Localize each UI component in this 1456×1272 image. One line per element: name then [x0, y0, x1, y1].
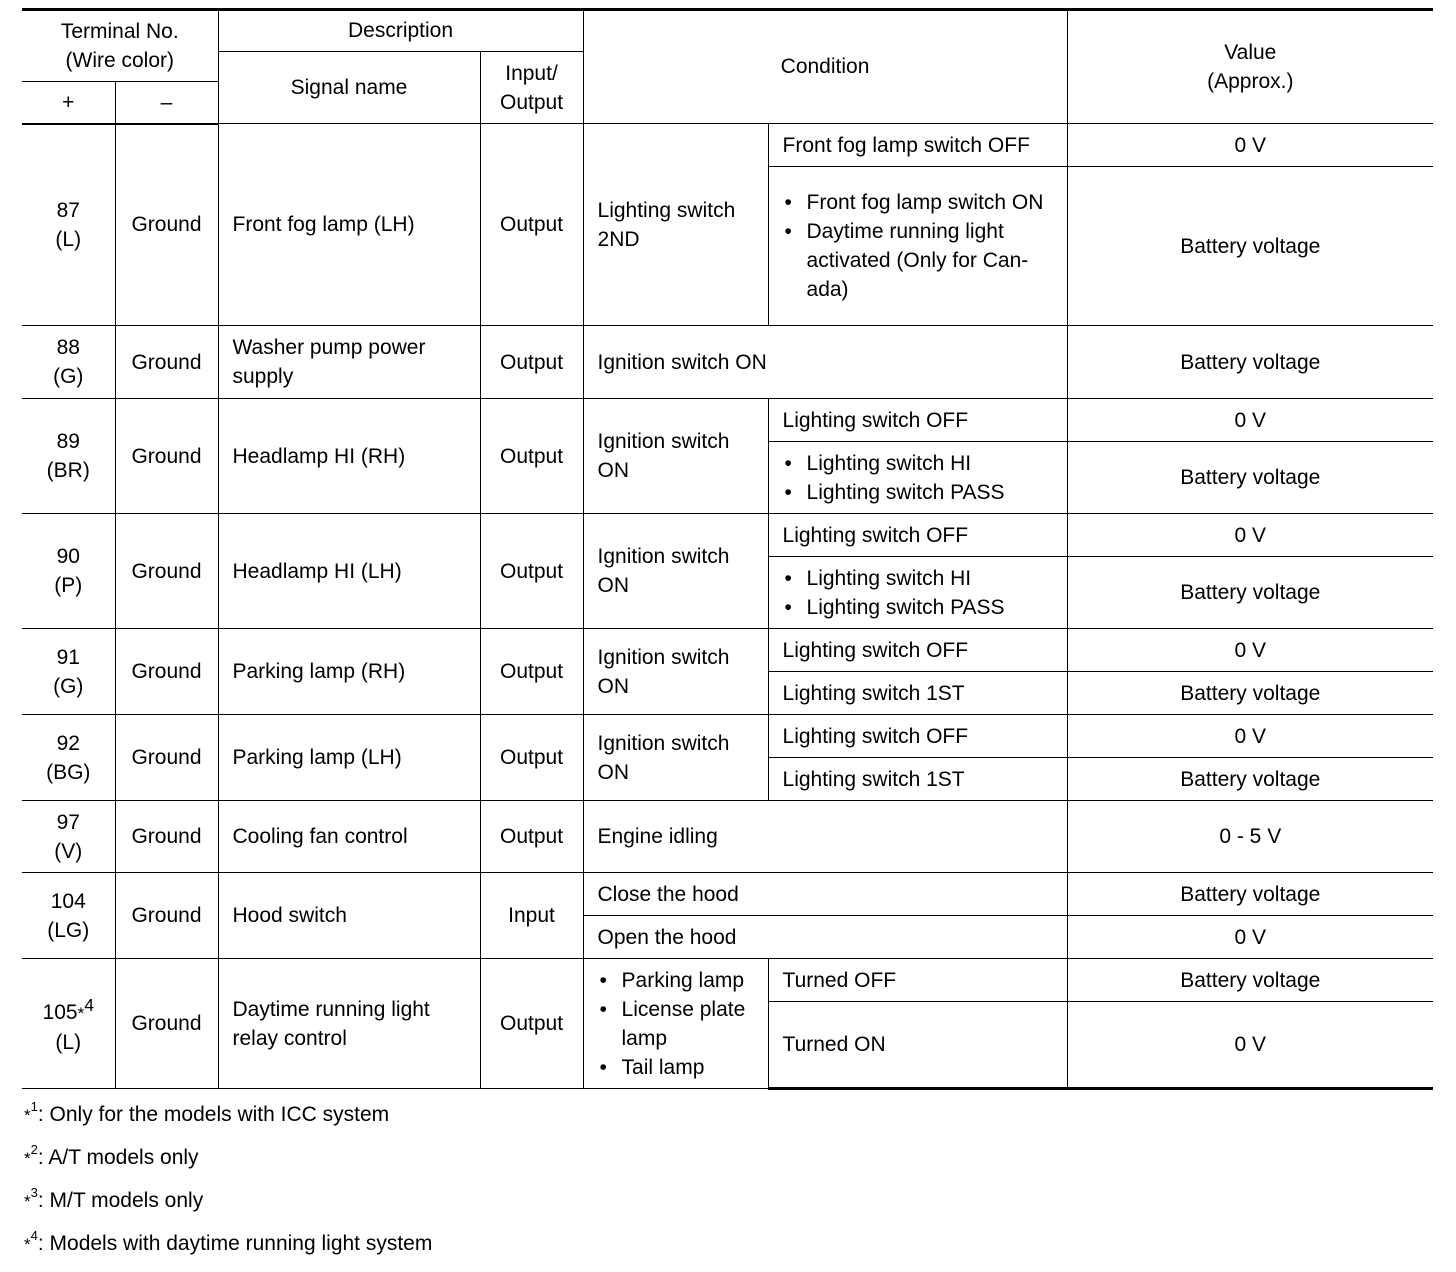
- table-row: [22, 124, 1433, 167]
- ground-cell: Ground: [115, 399, 218, 514]
- footnote-mark: *: [24, 1235, 31, 1254]
- sub-condition: Turned ON: [768, 1002, 1067, 1089]
- io-cell: Output: [480, 629, 583, 715]
- bullet-item: • Lighting switch PASS: [783, 478, 1053, 507]
- footnotes: [24, 1100, 432, 1272]
- header-value: [1067, 10, 1433, 124]
- bullet-item: • Tail lamp: [598, 1053, 768, 1082]
- terminal-num: 88: [56, 336, 80, 359]
- bullet-item: • Daytime running light activated (Only for Can-ada): [783, 217, 1053, 304]
- value-cell: 0 - 5 V: [1067, 801, 1433, 873]
- footnote-ref: 4: [84, 994, 94, 1015]
- io-cell: Output: [480, 326, 583, 399]
- bullet-item: • Parking lamp: [598, 966, 768, 995]
- table-row: [22, 959, 1433, 1002]
- sub-condition: Lighting switch 1ST: [768, 758, 1067, 801]
- sub-condition: Lighting switch OFF: [768, 514, 1067, 557]
- ground-cell: Ground: [115, 801, 218, 873]
- value-cell: Battery voltage: [1067, 557, 1433, 629]
- wire-color: (BR): [46, 459, 90, 482]
- value-cell: Battery voltage: [1067, 672, 1433, 715]
- value-cell: 0 V: [1067, 399, 1433, 442]
- io-cell: Output: [480, 715, 583, 801]
- ground-cell: Ground: [115, 959, 218, 1089]
- footnote-mark: *: [24, 1106, 31, 1125]
- sub-condition: Lighting switch 1ST: [768, 672, 1067, 715]
- table-row: [22, 715, 1433, 758]
- condition-cell: Ignition switch ON: [583, 629, 768, 715]
- ground-cell: Ground: [115, 514, 218, 629]
- bullet-item: • Lighting switch HI: [783, 449, 1053, 478]
- header-io: [480, 52, 583, 124]
- condition-cell: Ignition switch ON: [583, 514, 768, 629]
- io-cell: Output: [480, 801, 583, 873]
- header-terminal-label: Terminal No.: [60, 19, 179, 43]
- terminal-number: [22, 629, 115, 715]
- bullet-item: • Lighting switch HI: [783, 564, 1053, 593]
- ground-cell: Ground: [115, 124, 218, 326]
- value-cell: 0 V: [1067, 916, 1433, 959]
- io-cell: Input: [480, 873, 583, 959]
- condition-cell: Engine idling: [583, 801, 1067, 873]
- footnote-text: : A/T models only: [37, 1146, 199, 1169]
- terminal-num: 90: [56, 545, 80, 568]
- wire-color: (P): [54, 574, 83, 597]
- header-description: Description: [218, 10, 583, 52]
- footnote-num: 2: [30, 1142, 38, 1157]
- sub-condition: [768, 557, 1067, 629]
- terminal-num: 89: [56, 430, 80, 453]
- header-value-label: Value: [1224, 40, 1277, 64]
- condition-cell: Lighting switch 2ND: [583, 124, 768, 326]
- io-cell: Output: [480, 124, 583, 326]
- condition-cell: [583, 959, 768, 1089]
- value-cell: 0 V: [1067, 514, 1433, 557]
- terminal-num: 97: [56, 810, 80, 834]
- terminal-num: 87: [56, 198, 80, 222]
- value-cell: Battery voltage: [1067, 442, 1433, 514]
- condition-cell: Close the hood: [583, 873, 1067, 916]
- footnote-text: : M/T models only: [37, 1189, 204, 1212]
- terminal-num: [26, 991, 111, 1028]
- footnote: [24, 1100, 432, 1143]
- sub-condition: Lighting switch OFF: [768, 629, 1067, 672]
- header-terminal: [22, 10, 218, 82]
- sub-condition: Lighting switch OFF: [768, 715, 1067, 758]
- signal-name: Hood switch: [218, 873, 480, 959]
- signal-name: Front fog lamp (LH): [218, 124, 480, 326]
- table-row: [22, 873, 1433, 916]
- terminal-spec-table: [22, 9, 1433, 1090]
- value-cell: Battery voltage: [1067, 758, 1433, 801]
- signal-name: Cooling fan control: [218, 801, 480, 873]
- value-cell: 0 V: [1067, 124, 1433, 167]
- terminal-number: [22, 801, 115, 873]
- terminal-number: [22, 399, 115, 514]
- value-cell: 0 V: [1067, 629, 1433, 672]
- signal-name: Parking lamp (LH): [218, 715, 480, 801]
- condition-cell: Ignition switch ON: [583, 399, 768, 514]
- footnote: [24, 1143, 432, 1186]
- terminal-num: 104: [50, 889, 86, 913]
- signal-name: Parking lamp (RH): [218, 629, 480, 715]
- header-minus: –: [115, 82, 218, 124]
- terminal-number: [22, 124, 115, 326]
- ground-cell: Ground: [115, 715, 218, 801]
- table-row: [22, 326, 1433, 399]
- table-row: [22, 629, 1433, 672]
- footnote-mark: *: [77, 1003, 85, 1023]
- value-cell: Battery voltage: [1067, 873, 1433, 916]
- terminal-num: 92: [56, 731, 80, 755]
- condition-cell: Open the hood: [583, 916, 1067, 959]
- signal-name: Daytime running light relay control: [218, 959, 480, 1089]
- footnote-mark: *: [24, 1192, 31, 1211]
- header-row-1: [22, 10, 1433, 52]
- bullet-item: • Lighting switch PASS: [783, 593, 1053, 622]
- header-value-unit: (Approx.): [1207, 69, 1294, 93]
- sub-condition: [768, 167, 1067, 326]
- footnote-num: 1: [30, 1099, 38, 1114]
- value-cell: 0 V: [1067, 715, 1433, 758]
- footnote-num: 3: [30, 1185, 38, 1200]
- terminal-num-value: 105: [42, 1000, 78, 1024]
- io-cell: Output: [480, 399, 583, 514]
- terminal-number: [22, 873, 115, 959]
- table-row: [22, 801, 1433, 873]
- header-io-label-2: Output: [499, 90, 564, 114]
- header-plus: +: [22, 82, 115, 124]
- signal-name: Headlamp HI (LH): [218, 514, 480, 629]
- wire-color: (L): [55, 1030, 82, 1054]
- footnote-num: 4: [30, 1228, 38, 1243]
- header-condition: Condition: [583, 10, 1067, 124]
- wire-color: (G): [53, 365, 84, 388]
- ground-cell: Ground: [115, 326, 218, 399]
- sub-condition: [768, 442, 1067, 514]
- footnote-text: : Only for the models with ICC system: [37, 1103, 390, 1126]
- footnote: [24, 1229, 432, 1272]
- wire-color: (L): [55, 227, 82, 251]
- header-io-label: Input/: [505, 61, 558, 85]
- io-cell: Output: [480, 959, 583, 1089]
- sub-condition: Turned OFF: [768, 959, 1067, 1002]
- condition-cell: Ignition switch ON: [583, 326, 1067, 399]
- value-cell: Battery voltage: [1067, 326, 1433, 399]
- bullet-item: • Front fog lamp switch ON: [783, 188, 1053, 217]
- footnote-mark: *: [24, 1149, 31, 1168]
- io-cell: Output: [480, 514, 583, 629]
- value-cell: Battery voltage: [1067, 959, 1433, 1002]
- terminal-number: [22, 326, 115, 399]
- terminal-number: [22, 959, 115, 1089]
- signal-name: Washer pump power supply: [218, 326, 480, 399]
- header-signal-name: Signal name: [218, 52, 480, 124]
- header-wire-color-label: (Wire color): [65, 48, 174, 72]
- wire-color: (V): [54, 839, 83, 863]
- terminal-number: [22, 514, 115, 629]
- table-row: [22, 399, 1433, 442]
- ground-cell: Ground: [115, 629, 218, 715]
- table-row: [22, 514, 1433, 557]
- value-cell: Battery voltage: [1067, 167, 1433, 326]
- wire-color: (LG): [47, 918, 90, 942]
- footnote-text: : Models with daytime running light system: [37, 1232, 433, 1255]
- wire-color: (G): [53, 674, 84, 698]
- ground-cell: Ground: [115, 873, 218, 959]
- sub-condition: Lighting switch OFF: [768, 399, 1067, 442]
- signal-name: Headlamp HI (RH): [218, 399, 480, 514]
- terminal-num: 91: [56, 645, 80, 669]
- sub-condition: Front fog lamp switch OFF: [768, 124, 1067, 167]
- condition-cell: Ignition switch ON: [583, 715, 768, 801]
- terminal-number: [22, 715, 115, 801]
- wire-color: (BG): [46, 760, 91, 784]
- bullet-item: • License plate lamp: [598, 995, 768, 1053]
- value-cell: 0 V: [1067, 1002, 1433, 1089]
- footnote: [24, 1186, 432, 1229]
